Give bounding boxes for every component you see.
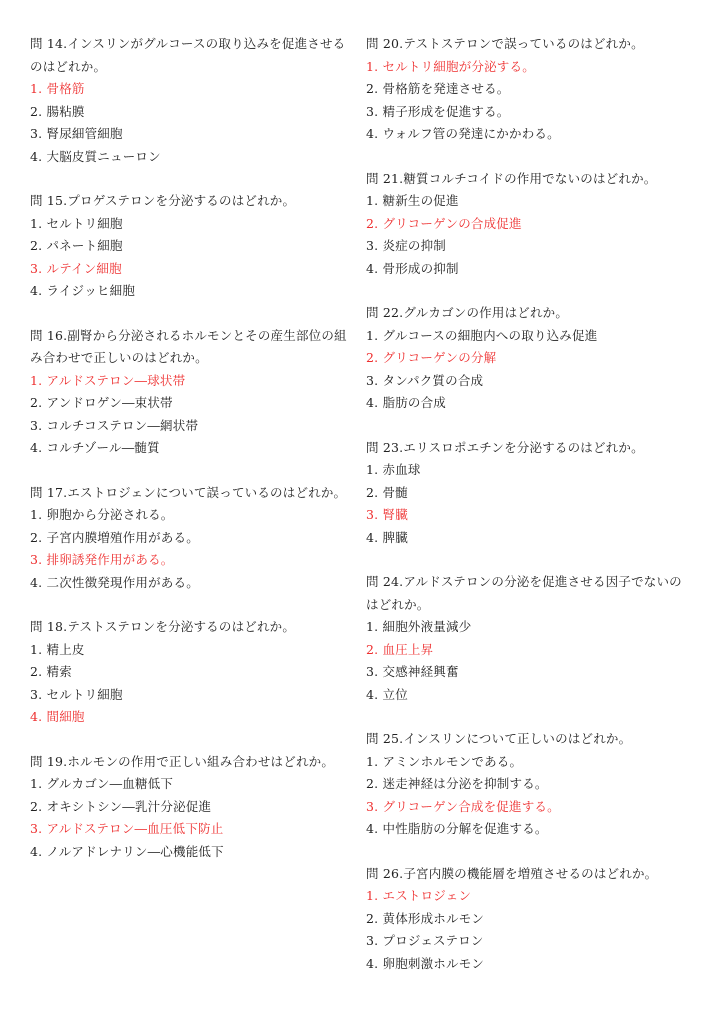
question-title [30,482,352,505]
question-number: 問 14. [30,36,68,51]
question-text: テストステロンを分泌するのはどれか。 [67,619,296,634]
option: 4. 大脳皮質ニューロン [30,148,161,164]
question-text: ホルモンの作用で正しい組み合わせはどれか。 [67,753,335,769]
question-title [366,728,686,751]
option-correct: 1. エストロジェン [366,888,472,903]
left-column [30,33,352,885]
option: 4. ウォルフ管の発達にかかわる。 [366,126,560,141]
option: 2. 腸粘膜 [30,103,85,119]
question-16 [30,325,352,460]
question-title [30,616,352,639]
option: 1. 赤血球 [366,462,421,477]
option: 3. コルチコステロン―網状帯 [30,417,199,433]
question-number: 問 24. [366,574,404,589]
option-list [366,325,686,415]
option: 1. 卵胞から分泌される。 [30,507,174,522]
option: 4. コルチゾール―髄質 [30,440,160,455]
option-correct: 4. 間細胞 [30,709,85,724]
option-list [30,504,352,594]
option: 1. 細胞外液量減少 [366,619,472,634]
option-list [30,370,352,460]
option: 4. 二次性徴発現作用がある。 [30,574,199,590]
option-list [30,773,352,863]
option: 1. アミンホルモンである。 [366,753,523,769]
option: 3. タンパク質の合成 [366,372,484,388]
question-text: 糖質コルチコイドの作用でないのはどれか。 [403,170,657,186]
question-text: 子宮内膜の機能層を増殖させるのはどれか。 [403,865,658,881]
question-title [30,190,352,213]
option-correct: 2. グリコーゲンの分解 [366,350,497,365]
option: 3. プロジェステロン [366,933,484,948]
option: 2. オキシトシン―乳汁分泌促進 [30,798,212,814]
question-text: テストステロンで誤っているのはどれか。 [403,36,644,51]
option-correct: 3. グリコーゲン合成を促進する。 [366,798,560,814]
option-list [366,751,686,841]
question-number: 問 16. [30,327,68,343]
option: 1. 糖新生の促進 [366,193,459,208]
question-25 [366,728,686,841]
question-title [30,325,352,370]
option: 1. セルトリ細胞 [30,215,123,231]
question-number: 問 18. [30,619,68,634]
option: 3. 交感神経興奮 [366,664,459,679]
option: 2. パネート細胞 [30,238,123,253]
option-correct: 2. 血圧上昇 [366,641,434,657]
option-list [30,78,352,168]
option-correct: 3. アルドステロン―血圧低下防止 [30,821,224,836]
question-23 [366,437,686,550]
option: 1. グルコースの細胞内への取り込み促進 [366,327,598,343]
option: 4. 骨形成の抑制 [366,260,459,276]
question-text: プロゲステロンを分泌するのはどれか。 [67,193,296,208]
option: 2. 迷走神経は分泌を抑制する。 [366,776,548,791]
question-number: 問 19. [30,753,68,769]
question-22 [366,302,686,415]
option: 2. アンドロゲン―束状帯 [30,395,173,410]
question-text: 副腎から分泌されるホルモンとその産生部位の組み合わせで正しいのはどれか。 [30,327,347,365]
question-18 [30,616,352,729]
question-14 [30,33,352,168]
option: 2. 骨髄 [366,484,408,500]
question-26 [366,863,686,976]
option-list [366,56,686,146]
option: 4. 卵胞刺激ホルモン [366,955,485,971]
option: 4. ライジッヒ細胞 [30,283,136,298]
option: 4. 立位 [366,686,408,702]
question-number: 問 15. [30,193,68,208]
question-number: 問 21. [366,170,404,186]
option-list [366,885,686,975]
question-number: 問 20. [366,36,404,51]
question-title [366,437,686,460]
option: 2. 子宮内膜増殖作用がある。 [30,529,199,545]
question-text: エリスロポエチンを分泌するのはどれか。 [403,439,644,455]
right-column [366,33,686,997]
question-15 [30,190,352,303]
question-title [366,302,686,325]
question-number: 問 25. [366,731,404,746]
question-number: 問 23. [366,439,404,455]
option-list [366,616,686,706]
question-24 [366,571,686,706]
question-21 [366,168,686,281]
option-list [30,639,352,729]
question-20 [366,33,686,146]
option: 4. ノルアドレナリン―心機能低下 [30,843,224,859]
option: 2. 精索 [30,664,72,679]
question-title [366,863,686,886]
option-correct: 3. 排卵誘発作用がある。 [30,552,174,567]
question-text: グルカゴンの作用はどれか。 [403,305,569,320]
question-title [30,33,352,78]
option: 3. セルトリ細胞 [30,686,123,702]
question-19 [30,751,352,864]
question-title [366,33,686,56]
option: 2. 黄体形成ホルモン [366,910,485,926]
option-correct: 1. セルトリ細胞が分泌する。 [366,58,535,74]
option: 3. 精子形成を促進する。 [366,103,510,119]
question-number: 問 26. [366,865,404,881]
option-correct: 1. 骨格筋 [30,81,85,96]
option: 4. 脾臓 [366,529,408,545]
question-text: エストロジェンについて誤っているのはどれか。 [67,484,347,500]
option-correct: 2. グリコーゲンの合成促進 [366,215,522,231]
option: 1. グルカゴン―血糖低下 [30,776,174,791]
option: 3. 炎症の抑制 [366,238,446,253]
option-correct: 1. アルドステロン―球状帯 [30,372,186,388]
option-list [366,459,686,549]
question-text: アルドステロンの分泌を促進させる因子でないのはどれか。 [366,574,682,612]
option-correct: 3. 腎臓 [366,507,408,522]
option: 2. 骨格筋を発達させる。 [366,81,510,96]
question-text: インスリンがグルコースの取り込みを促進させるのはどれか。 [30,36,346,74]
question-number: 問 22. [366,305,404,320]
question-text: インスリンについて正しいのはどれか。 [403,731,632,746]
option: 4. 脂肪の合成 [366,395,446,410]
question-title [366,571,686,616]
question-title [366,168,686,191]
option-list [366,190,686,280]
question-17 [30,482,352,595]
question-number: 問 17. [30,484,68,500]
option-list [30,213,352,303]
option-correct: 3. ルテイン細胞 [30,260,122,276]
question-title [30,751,352,774]
option: 3. 腎尿細管細胞 [30,126,123,141]
option: 1. 精上皮 [30,641,85,657]
option: 4. 中性脂肪の分解を促進する。 [366,821,548,836]
